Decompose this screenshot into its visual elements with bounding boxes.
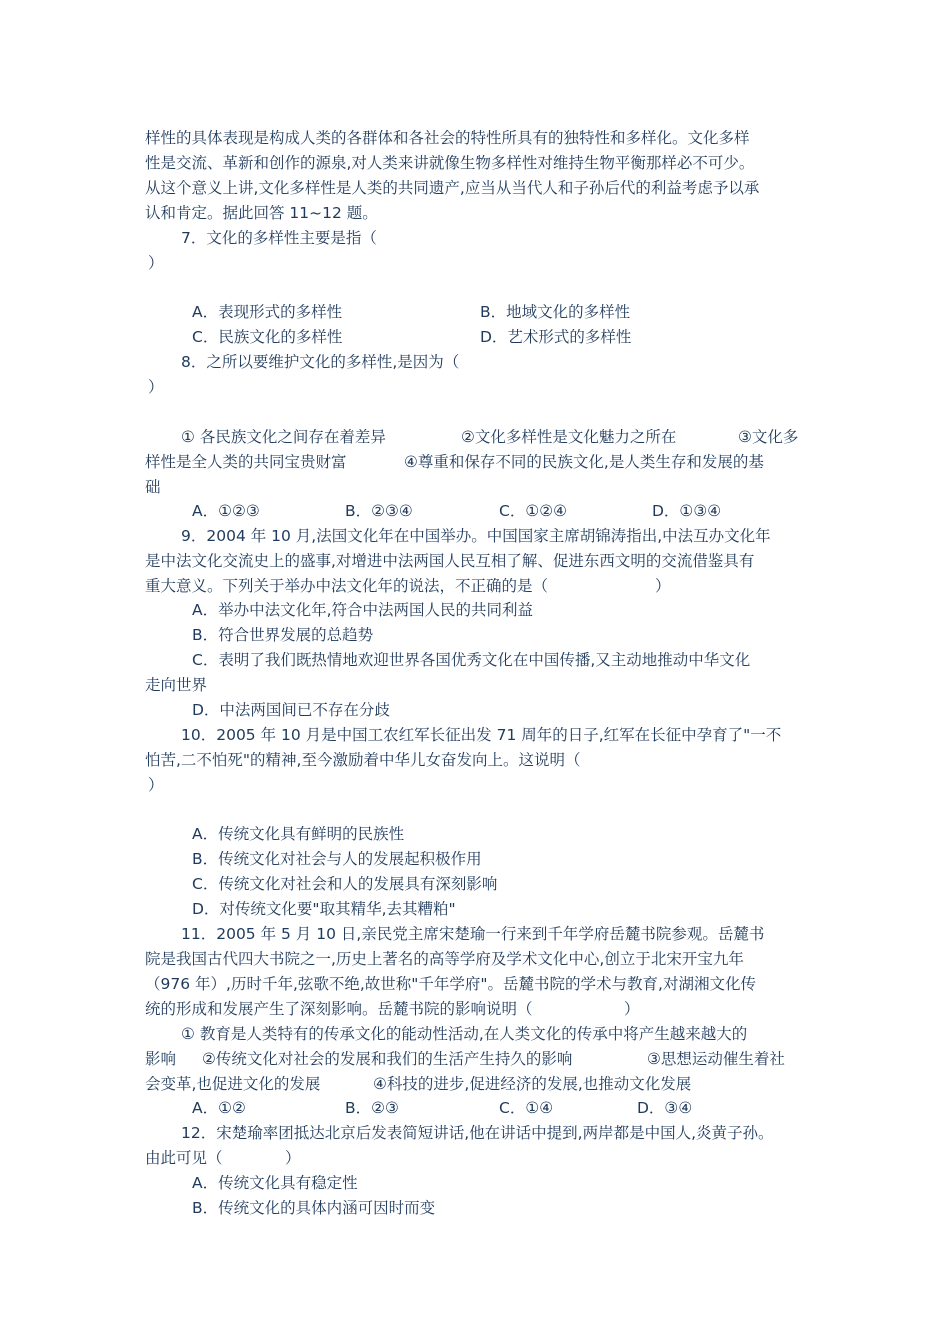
q9-line-2: 是中法文化交流史上的盛事,对增进中法两国人民互相了解、促进东西文明的交流借鉴具有 — [145, 552, 755, 570]
q7-option-c: C．民族文化的多样性 — [192, 328, 343, 346]
q11-line-3: （976 年）,历时千年,弦歌不绝,故世称"千年学府"。岳麓书院的学术与教育,对湖湘文化传 — [145, 975, 756, 993]
q12-option-a: A．传统文化具有稳定性 — [192, 1174, 358, 1192]
q10-close: ） — [148, 776, 164, 794]
q9-option-c: C．表明了我们既热情地欢迎世界各国优秀文化在中国传播,又主动地推动中华文化 — [192, 651, 751, 669]
q8-option-b: B．②③④ — [345, 502, 413, 520]
intro-line-1: 样性的具体表现是构成人类的各群体和各社会的特性所具有的独特性和多样化。文化多样 — [145, 129, 750, 147]
q11-statement-1: ① 教育是人类特有的传承文化的能动性活动,在人类文化的传承中将产生越来越大的 — [181, 1025, 748, 1043]
q8-statement-3-cont: 样性是全人类的共同宝贵财富 — [145, 453, 347, 471]
q7-option-b: B．地域文化的多样性 — [480, 303, 631, 321]
q10-line-2: 怕苦,二不怕死"的精神,至今激励着中华儿女奋发向上。这说明（ — [145, 751, 581, 769]
q11-option-a: A．①② — [192, 1099, 246, 1117]
q11-line-2: 院是我国古代四大书院之一,历史上著名的高等学府及学术文化中心,创立于北宋开宝九年 — [145, 950, 744, 968]
q12-line-1: 12．宋楚瑜率团抵达北京后发表简短讲话,他在讲话中提到,两岸都是中国人,炎黄子孙。 — [181, 1124, 774, 1142]
q12-line-2: 由此可见（ — [145, 1149, 223, 1167]
q11-statement-2: ②传统文化对社会的发展和我们的生活产生持久的影响 — [202, 1050, 573, 1068]
intro-line-4: 认和肯定。据此回答 11~12 题。 — [145, 204, 378, 222]
q11-statement-3: ③思想运动催生着社 — [647, 1050, 785, 1068]
q10-option-d: D．对传统文化要"取其精华,去其糟粕" — [192, 900, 456, 918]
q11-statement-4: ④科技的进步,促进经济的发展,也推动文化发展 — [373, 1075, 692, 1093]
q11-statement-3-cont: 会变革,也促进文化的发展 — [145, 1075, 321, 1093]
q11-close: ） — [624, 1000, 640, 1018]
q8-statement-2: ②文化多样性是文化魅力之所在 — [461, 428, 677, 446]
q11-option-b: B．②③ — [345, 1099, 399, 1117]
q12-close: ） — [285, 1149, 301, 1167]
q10-option-c: C．传统文化对社会和人的发展具有深刻影响 — [192, 875, 498, 893]
q8-option-d: D．①③④ — [652, 502, 722, 520]
intro-line-2: 性是交流、革新和创作的源泉,对人类来讲就像生物多样性对维持生物平衡那样必不可少。 — [145, 154, 755, 172]
q11-option-d: D．③④ — [637, 1099, 693, 1117]
q7-stem: 7．文化的多样性主要是指（ — [181, 229, 377, 247]
q8-option-a: A．①②③ — [192, 502, 260, 520]
q12-option-b: B．传统文化的具体内涵可因时而变 — [192, 1199, 436, 1217]
q8-statement-1: ① 各民族文化之间存在着差异 — [181, 428, 386, 446]
q8-statement-3: ③文化多 — [738, 428, 799, 446]
q9-option-d: D．中法两国间已不存在分歧 — [192, 701, 390, 719]
q11-statement-1-cont: 影响 — [145, 1050, 177, 1068]
q10-option-a: A．传统文化具有鲜明的民族性 — [192, 825, 405, 843]
q8-statement-4: ④尊重和保存不同的民族文化,是人类生存和发展的基 — [404, 453, 764, 471]
q9-option-b: B．符合世界发展的总趋势 — [192, 626, 374, 644]
q9-option-c-cont: 走向世界 — [145, 676, 208, 694]
q11-option-c: C．①④ — [499, 1099, 554, 1117]
q10-line-1: 10．2005 年 10 月是中国工农红军长征出发 71 周年的日子,红军在长征中孕育了"一不 — [181, 726, 782, 744]
q9-close: ） — [655, 577, 671, 595]
q9-line-1: 9．2004 年 10 月,法国文化年在中国举办。中国国家主席胡锦涛指出,中法互办文化年 — [181, 527, 771, 545]
q9-option-a: A．举办中法文化年,符合中法两国人民的共同利益 — [192, 601, 534, 619]
q7-close: ） — [148, 254, 164, 272]
q10-option-b: B．传统文化对社会与人的发展起积极作用 — [192, 850, 482, 868]
intro-line-3: 从这个意义上讲,文化多样性是人类的共同遗产,应当从当代人和子孙后代的利益考虑予以承 — [145, 179, 760, 197]
q9-line-3: 重大意义。下列关于举办中法文化年的说法，不正确的是（ — [145, 577, 549, 595]
q8-statement-4-cont: 础 — [145, 478, 161, 496]
q7-option-a: A．表现形式的多样性 — [192, 303, 343, 321]
q8-close: ） — [148, 378, 164, 396]
q11-line-4: 统的形成和发展产生了深刻影响。岳麓书院的影响说明（ — [145, 1000, 533, 1018]
q11-line-1: 11．2005 年 5 月 10 日,亲民党主席宋楚瑜一行来到千年学府岳麓书院参观。岳麓书 — [181, 925, 765, 943]
q7-option-d: D．艺术形式的多样性 — [480, 328, 632, 346]
q8-stem: 8．之所以要维护文化的多样性,是因为（ — [181, 353, 460, 371]
q8-option-c: C．①②④ — [499, 502, 568, 520]
